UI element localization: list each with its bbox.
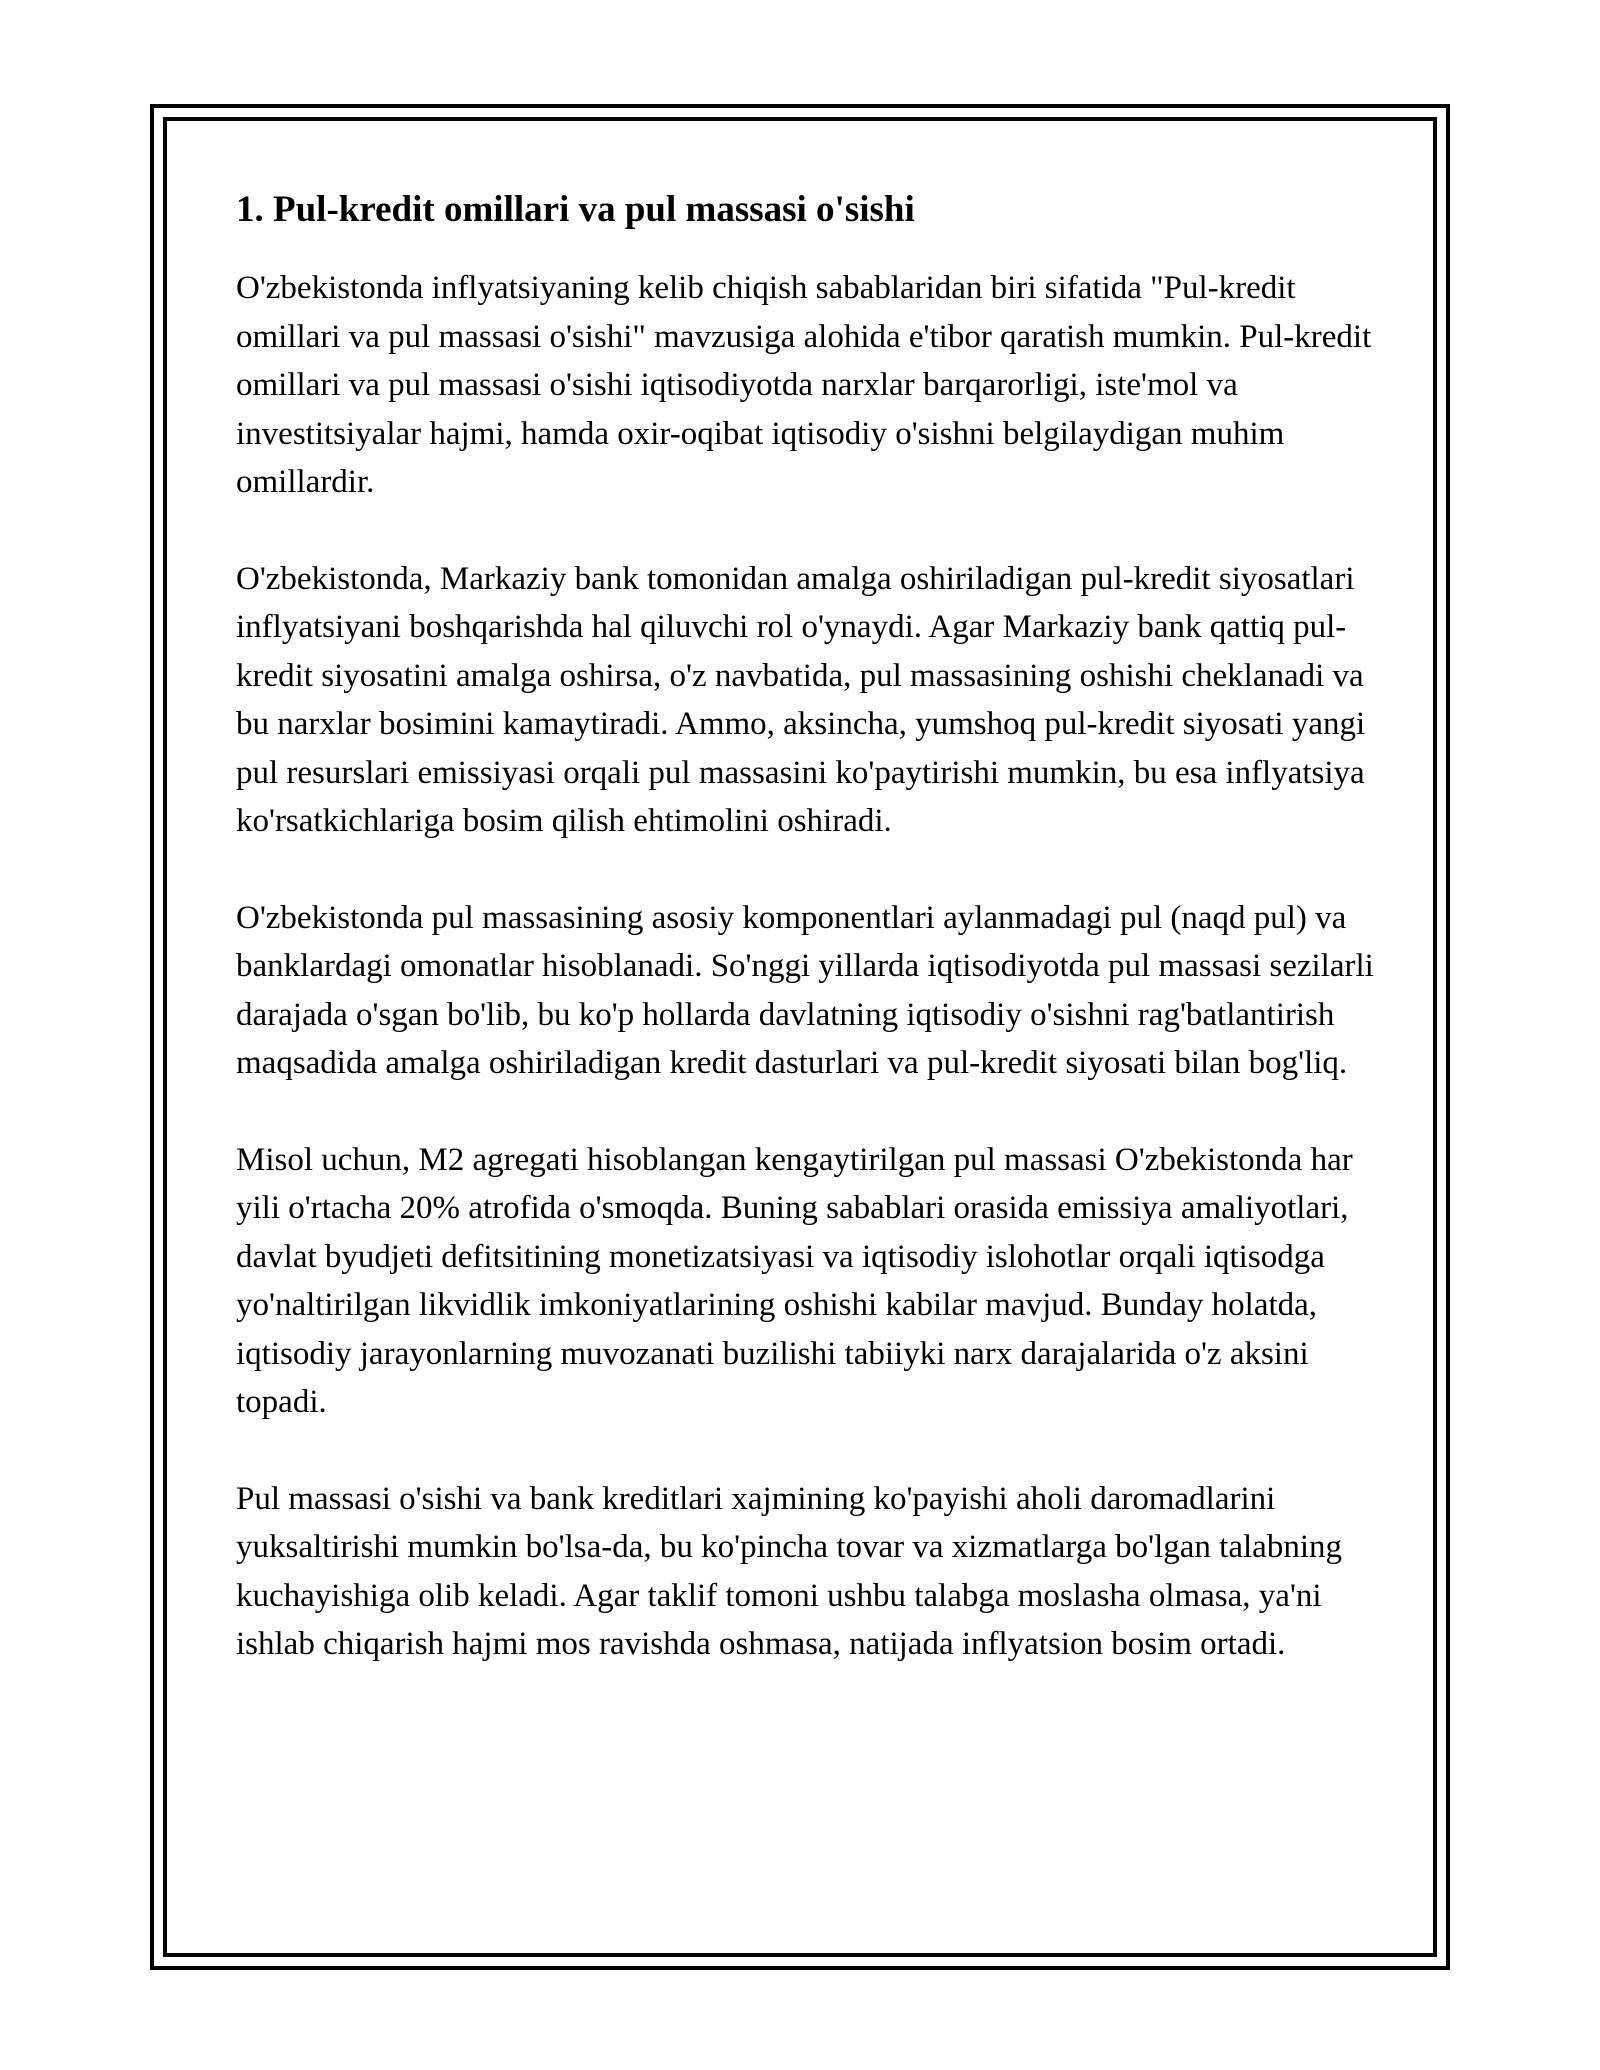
paragraph-3: O'zbekistonda pul massasining asosiy komponentlari aylanmadagi pul (naqd pul) va banklardagi omonatlar hisoblanadi. So'nggi yillarda iqtisodiyotda pul massasi sezilarli darajada o'sgan bo'lib, bu ko'p hollarda davlatning iqtisodiy o'sishni rag'batlantirish maqsadida amalga oshiriladigan kredit dasturlari va pul-kredit siyosati bilan bog'liq. [236,899,1374,1082]
paragraph-2: O'zbekistonda, Markaziy bank tomonidan amalga oshiriladigan pul-kredit siyosatlari inflyatsiyani boshqarishda hal qiluvchi rol o'ynaydi. Agar Markaziy bank qattiq pul-kredit siyosatini amalga oshirsa, o'z navbatida, pul massasining oshishi cheklanadi va bu narxlar bosimini kamaytiradi. Ammo, aksincha, yumshoq pul-kredit siyosati yangi pul resurslari emissiyasi orqali pul massasini ko'paytirishi mumkin, bu esa inflyatsiya ko'rsatkichlariga bosim qilish ehtimolini oshiradi. [236,560,1366,840]
paragraph-1: O'zbekistonda inflyatsiyaning kelib chiqish sabablaridan biri sifatida "Pul-kredit omillari va pul massasi o'sishi" mavzusiga alohida e'tibor qaratish mumkin. Pul-kredit omillari va pul massasi o'sishi iqtisodiyotda narxlar barqarorligi, iste'mol va investitsiyalar hajmi, hamda oxir-oqibat iqtisodiy o'sishni belgilaydigan muhim omillardir. [236,270,1372,501]
paragraph-5: Pul massasi o'sishi va bank kreditlari xajmining ko'payishi aholi daromadlarini yuksaltirishi mumkin bo'lsa-da, bu ko'pincha tovar va xizmatlarga bo'lgan talabning kuchayishiga olib keladi. Agar taklif tomoni ushbu talabga moslasha olmasa, ya'ni ishlab chiqarish hajmi mos ravishda oshmasa, natijada inflyatsion bosim ortadi. [236,1480,1342,1663]
section-title: 1. Pul-kredit omillari va pul massasi o'sishi [236,189,915,230]
document-body [236,186,1376,1717]
paragraph-4: Misol uchun, M2 agregati hisoblangan kengaytirilgan pul massasi O'zbekistonda har yili o'rtacha 20% atrofida o'smoqda. Buning sabablari orasida emissiya amaliyotlari, davlat byudjeti defitsitining monetizatsiyasi va iqtisodiy islohotlar orqali iqtisodga yo'naltirilgan likvidlik imkoniyatlarining oshishi kabilar mavjud. Bunday holatda, iqtisodiy jarayonlarning muvozanati buzilishi tabiiyki narx darajalarida o'z aksini topadi. [236,1141,1353,1421]
